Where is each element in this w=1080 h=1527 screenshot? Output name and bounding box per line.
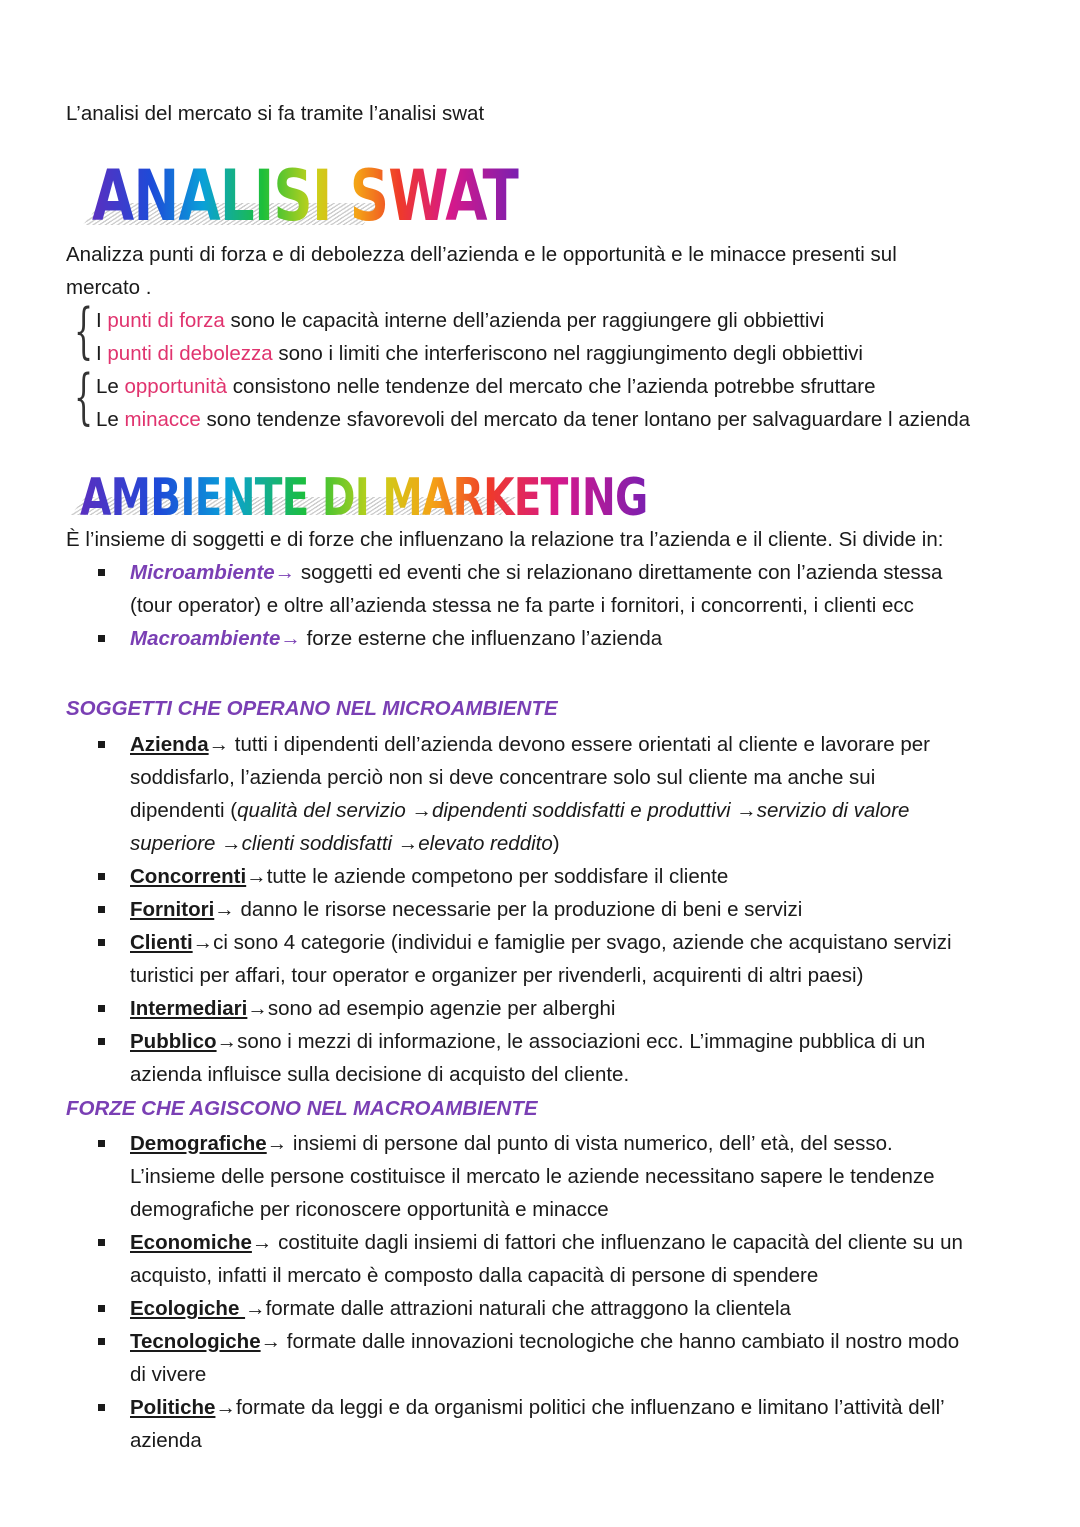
clienti-line2: turistici per affari, tour operator e organizer per rivenderli, acquirenti di altri paesi)	[130, 964, 864, 987]
tecnologiche-line1: Tecnologiche→ formate dalle innovazioni tecnologiche che hanno cambiato il nostro modo	[130, 1330, 960, 1353]
swot-item-weaknesses: I punti di debolezza sono i limiti che interferiscono nel raggiungimento degli obbiettivi	[96, 342, 863, 365]
bullet	[98, 1140, 105, 1147]
term-tecnologiche: Tecnologiche	[130, 1330, 261, 1353]
term-microambiente: Microambiente→	[130, 561, 296, 584]
bullet	[98, 741, 105, 748]
micro-heading: SOGGETTI CHE OPERANO NEL MICROAMBIENTE	[66, 697, 558, 720]
brace-opportunities-threats: {	[74, 362, 94, 432]
fornitori-line: Fornitori→ danno le risorse necessarie per la produzione di beni e servizi	[130, 898, 803, 921]
azienda-line1: Azienda→ tutti i dipendenti dell’azienda devono essere orientati al cliente e lavorare per	[130, 733, 930, 756]
politiche-line1: Politiche→formate da leggi e da organismi politici che influenzano e limitano l’attività dell’	[130, 1396, 945, 1419]
demografiche-line1: Demografiche→ insiemi di persone dal punto di vista numerico, dell’ età, del sesso.	[130, 1132, 893, 1155]
demografiche-line3: demografiche per riconoscere opportunità e minacce	[130, 1198, 609, 1221]
microambiente-line1: Microambiente→ soggetti ed eventi che si relazionano direttamente con l’azienda stessa	[130, 561, 943, 584]
microambiente-line2: (tour operator) e oltre all’azienda stessa ne fa parte i fornitori, i concorrenti, i clienti ecc	[130, 594, 914, 617]
bullet	[98, 906, 105, 913]
term-intermediari: Intermediari	[130, 997, 248, 1020]
term-opportunities: opportunità	[124, 375, 228, 398]
term-fornitori: Fornitori	[130, 898, 215, 921]
term-politiche: Politiche	[130, 1396, 216, 1419]
azienda-line2: soddisfarlo, l’azienda perciò non si deve concentrare solo sul cliente ma anche sui	[130, 766, 876, 789]
bullet	[98, 1404, 105, 1411]
bullet	[98, 569, 105, 576]
tecnologiche-line2: di vivere	[130, 1363, 207, 1386]
ecologiche-line: Ecologiche →formate dalle attrazioni naturali che attraggono la clientela	[130, 1297, 791, 1320]
swot-title: ANALISI SWAT	[92, 155, 519, 237]
brace-strengths-weaknesses: {	[74, 296, 94, 366]
marketing-title: AMBIENTE DI MARKETING	[80, 468, 648, 528]
swot-item-threats: Le minacce sono tendenze sfavorevoli del mercato da tener lontano per salvaguardare l azienda	[96, 408, 971, 431]
bullet	[98, 873, 105, 880]
bullet	[98, 635, 105, 642]
bullet	[98, 1239, 105, 1246]
swot-item-strengths: I punti di forza sono le capacità interne dell’azienda per raggiungere gli obbiettivi	[96, 309, 825, 332]
bullet	[98, 1038, 105, 1045]
term-clienti: Clienti	[130, 931, 193, 954]
pubblico-line1: Pubblico→sono i mezzi di informazione, le associazioni ecc. L’immagine pubblica di un	[130, 1030, 926, 1053]
term-demografiche: Demografiche	[130, 1132, 267, 1155]
term-weaknesses: punti di debolezza	[107, 342, 273, 365]
intro-text: L’analisi del mercato si fa tramite l’analisi swat	[66, 102, 485, 125]
term-pubblico: Pubblico	[130, 1030, 217, 1053]
term-ecologiche: Ecologiche	[130, 1297, 246, 1320]
azienda-line4: superiore →clienti soddisfatti →elevato reddito)	[130, 832, 560, 855]
term-strengths: punti di forza	[107, 309, 225, 332]
bullet	[98, 939, 105, 946]
intermediari-line: Intermediari→sono ad esempio agenzie per alberghi	[130, 997, 616, 1020]
term-azienda: Azienda	[130, 733, 209, 756]
demografiche-line2: L’insieme delle persone costituisce il mercato le aziende necessitano sapere le tendenze	[130, 1165, 935, 1188]
marketing-desc: È l’insieme di soggetti e di forze che influenzano la relazione tra l’azienda e il cliente. Si divide in:	[66, 528, 944, 551]
economiche-line1: Economiche→ costituite dagli insiemi di fattori che influenzano le capacità del cliente su un	[130, 1231, 963, 1254]
pubblico-line2: azienda influisce sulla decisione di acquisto del cliente.	[130, 1063, 630, 1086]
term-threats: minacce	[124, 408, 201, 431]
term-concorrenti: Concorrenti	[130, 865, 247, 888]
macro-heading: FORZE CHE AGISCONO NEL MACROAMBIENTE	[66, 1097, 538, 1120]
swot-desc-line1: Analizza punti di forza e di debolezza dell’azienda e le opportunità e le minacce presenti sul	[66, 243, 897, 266]
azienda-line3: dipendenti (qualità del servizio →dipendenti soddisfatti e produttivi →servizio di valore	[130, 799, 910, 822]
macroambiente-line: Macroambiente→ forze esterne che influenzano l’azienda	[130, 627, 663, 650]
bullet	[98, 1338, 105, 1345]
bullet	[98, 1305, 105, 1312]
politiche-line2: azienda	[130, 1429, 202, 1452]
swot-item-opportunities: Le opportunità consistono nelle tendenze del mercato che l’azienda potrebbe sfruttare	[96, 375, 876, 398]
term-macroambiente: Macroambiente→	[130, 627, 301, 650]
term-economiche: Economiche	[130, 1231, 252, 1254]
swot-desc-line2: mercato .	[66, 276, 152, 299]
bullet	[98, 1005, 105, 1012]
concorrenti-line: Concorrenti→tutte le aziende competono per soddisfare il cliente	[130, 865, 729, 888]
clienti-line1: Clienti→ci sono 4 categorie (individui e famiglie per svago, aziende che acquistano servizi	[130, 931, 952, 954]
economiche-line2: acquisto, infatti il mercato è composto dalla capacità di persone di spendere	[130, 1264, 819, 1287]
